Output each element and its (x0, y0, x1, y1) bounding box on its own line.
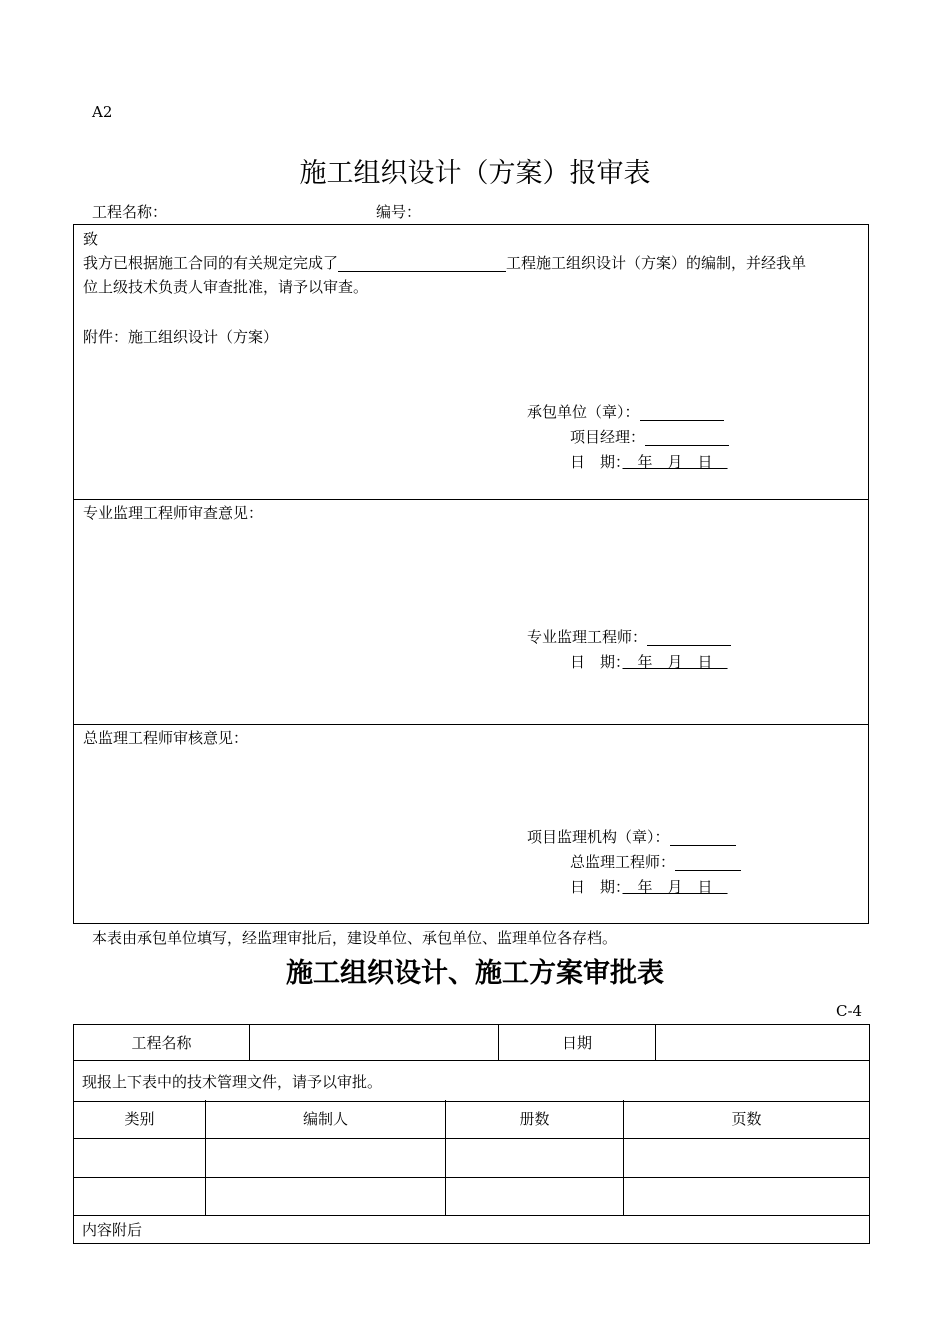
date-label: 日期 (499, 1025, 656, 1061)
form-code: A2 (92, 103, 113, 121)
column-header-pages: 页数 (624, 1100, 870, 1138)
column-header-category: 类别 (74, 1100, 206, 1138)
table-row (74, 1177, 870, 1215)
chief-label: 总监理工程师： (570, 853, 676, 871)
table-cell[interactable] (74, 1138, 206, 1177)
contractor-field[interactable] (640, 403, 724, 421)
table-cell[interactable] (446, 1177, 624, 1215)
approval-title: 施工组织设计、施工方案审批表 (286, 958, 664, 989)
form-code: C-4 (836, 1002, 863, 1020)
table-cell[interactable] (74, 1177, 206, 1215)
date-field[interactable]: 年 月 日 (622, 453, 728, 471)
documents-table (73, 1100, 870, 1244)
project-blank-field[interactable] (338, 254, 506, 272)
date-label: 日 期： (570, 653, 623, 671)
date-field[interactable]: 年 月 日 (622, 878, 728, 896)
attachment-label: 附件：施工组织设计（方案） (83, 328, 279, 346)
table-cell[interactable] (206, 1177, 446, 1215)
chief-field[interactable] (675, 853, 741, 871)
chief-opinion-heading: 总监理工程师审核意见： (83, 729, 249, 747)
table-row (74, 1138, 870, 1177)
statement-before: 我方已根据施工合同的有关规定完成了 (83, 254, 339, 272)
date-label: 日 期： (570, 878, 623, 896)
date-field[interactable] (656, 1025, 870, 1061)
contractor-label: 承包单位（章）： (527, 403, 640, 421)
org-signature (527, 828, 736, 846)
footnote: 本表由承包单位填写，经监理审批后，建设单位、承包单位、监理单位各存档。 (92, 929, 618, 947)
engineer-signature (527, 628, 731, 646)
statement-line-1 (83, 254, 806, 272)
date-field[interactable]: 年 月 日 (622, 653, 728, 671)
content-attached-note: 内容附后 (74, 1215, 870, 1243)
date-label: 日 期： (570, 453, 623, 471)
column-header-author: 编制人 (206, 1100, 446, 1138)
column-header-volumes: 册数 (446, 1100, 624, 1138)
org-field[interactable] (670, 828, 736, 846)
table-cell[interactable] (446, 1138, 624, 1177)
manager-signature (570, 428, 729, 446)
contractor-signature (527, 403, 724, 421)
divider (74, 724, 868, 725)
manager-label: 项目经理： (570, 428, 646, 446)
engineer-label: 专业监理工程师： (527, 628, 648, 646)
chief-signature (570, 853, 741, 871)
project-name-label: 工程名称 (74, 1025, 250, 1061)
statement-line-2: 位上级技术负责人审查批准，请予以审查。 (83, 278, 369, 296)
page-title: 施工组织设计（方案）报审表 (299, 158, 651, 189)
project-name-label: 工程名称： (92, 203, 168, 221)
table-cell[interactable] (206, 1138, 446, 1177)
request-text: 现报上下表中的技术管理文件，请予以审批。 (74, 1061, 870, 1102)
approval-header-table (73, 1024, 870, 1102)
manager-field[interactable] (645, 428, 729, 446)
number-label: 编号： (376, 203, 422, 221)
table-cell[interactable] (624, 1138, 870, 1177)
table-cell[interactable] (624, 1177, 870, 1215)
date-row (570, 653, 728, 671)
addressee-label: 致 (83, 230, 99, 248)
org-label: 项目监理机构（章）： (527, 828, 670, 846)
project-name-field[interactable] (250, 1025, 499, 1061)
divider (74, 499, 868, 500)
engineer-opinion-heading: 专业监理工程师审查意见： (83, 504, 264, 522)
statement-after: 工程施工组织设计（方案）的编制，并经我单 (506, 254, 807, 272)
engineer-field[interactable] (647, 628, 731, 646)
date-row (570, 878, 728, 896)
date-row (570, 453, 728, 471)
